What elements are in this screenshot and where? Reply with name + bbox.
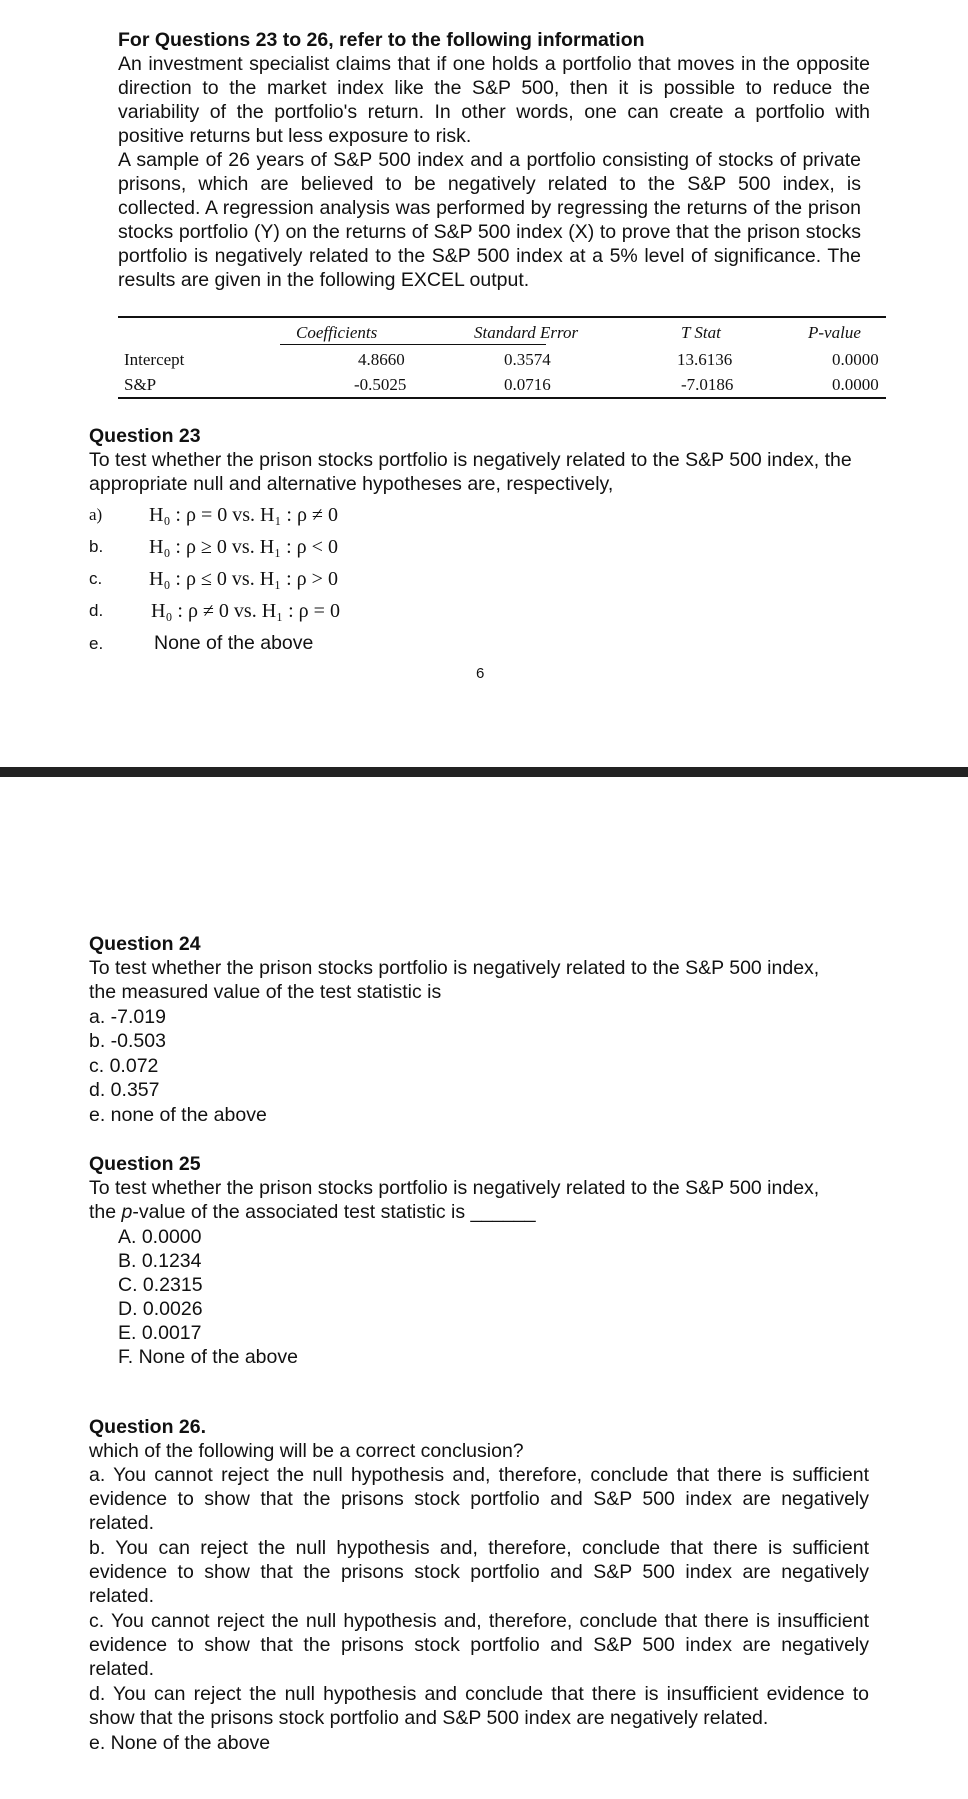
q23-title: Question 23 [89, 425, 201, 447]
table-cell: 13.6136 [677, 350, 733, 369]
q23-option-letter: c. [89, 569, 103, 588]
q25-prompt-line-1: To test whether the prison stocks portfolio is negatively related to the S&P 500 index, [89, 1177, 820, 1199]
q24-option-e[interactable]: e. none of the above [89, 1104, 267, 1126]
table-cell: 0.0000 [832, 350, 879, 369]
q25-option-e[interactable]: E. 0.0017 [118, 1322, 202, 1344]
q25-option-c[interactable]: C. 0.2315 [118, 1274, 203, 1296]
q25-option-d[interactable]: D. 0.0026 [118, 1298, 203, 1320]
table-header-t-stat: T Stat [681, 323, 721, 342]
page-break-divider [0, 767, 968, 777]
q23-option-letter: d. [89, 601, 104, 620]
q25-prompt-italic: p [121, 1201, 133, 1223]
q24-option-c[interactable]: c. 0.072 [89, 1055, 159, 1077]
table-header-standard-error: Standard Error [474, 323, 579, 342]
table-cell: 0.3574 [504, 350, 551, 369]
q25-title: Question 25 [89, 1153, 201, 1175]
q24-prompt-line-1: To test whether the prison stocks portfolio is negatively related to the S&P 500 index, [89, 957, 820, 979]
q24-title: Question 24 [89, 933, 201, 955]
intro-heading: For Questions 23 to 26, refer to the following information [118, 29, 645, 51]
q25-option-a[interactable]: A. 0.0000 [118, 1226, 202, 1248]
q23-option-b[interactable]: H₀ : ρ ≥ 0 vs. H₁ : ρ < 0 [149, 536, 338, 558]
q25-prompt-post: -value of the associated test statistic is ______ [132, 1201, 536, 1223]
intro-paragraph-1: An investment specialist claims that if one holds a portfolio that moves in the opposite direction to the market index like the S&P 500, then it is possible to reduce the variability of the portfolio's return. In other words, one can create a portfolio with positive returns but less exposure to risk. [118, 53, 870, 147]
q25-prompt-pre: the [89, 1201, 122, 1223]
q24-option-d[interactable]: d. 0.357 [89, 1079, 160, 1101]
table-row-label: S&P [124, 375, 157, 394]
table-cell: -0.5025 [354, 375, 407, 394]
q26-option-e[interactable]: e. None of the above [89, 1732, 271, 1754]
q23-option-c[interactable]: H₀ : ρ ≤ 0 vs. H₁ : ρ > 0 [149, 568, 338, 590]
table-cell: -7.0186 [681, 375, 734, 394]
q23-option-letter: a) [89, 505, 103, 524]
q26-option-d[interactable]: d. You can reject the null hypothesis and conclude that there is insufficient evidence to show that the prisons stock portfolio and S&P 500 index are negatively related. [89, 1683, 869, 1729]
q23-prompt: To test whether the prison stocks portfolio is negatively related to the S&P 500 index, the appropriate null and alternative hypotheses are, respectively, [89, 449, 852, 495]
q25-option-b[interactable]: B. 0.1234 [118, 1250, 202, 1272]
q23-option-d[interactable]: H₀ : ρ ≠ 0 vs. H₁ : ρ = 0 [151, 600, 340, 622]
page-number: 6 [476, 665, 485, 682]
q23-option-letter: e. [89, 634, 104, 653]
table-header-p-value: P-value [808, 323, 861, 342]
q26-prompt: which of the following will be a correct conclusion? [89, 1440, 524, 1462]
table-cell: 0.0716 [504, 375, 551, 394]
regression-output-table [118, 316, 886, 400]
intro-paragraph-2: A sample of 26 years of S&P 500 index and a portfolio consisting of stocks of private prisons, which are believed to be negatively related to the S&P 500 index, is collected. A regression analysis was performed by regressing the returns of the prison stocks portfolio (Y) on the returns of S&P 500 index (X) to prove that the prison stocks portfolio is negatively related to the S&P 500 index at a 5% level of significance. The results are given in the following EXCEL output. [118, 149, 861, 291]
q25-prompt-line-2 [89, 1200, 536, 1224]
table-header-coefficients: Coefficients [296, 323, 378, 342]
q23-option-e[interactable]: None of the above [154, 632, 314, 654]
table-cell: 4.8660 [358, 350, 405, 369]
q24-option-b[interactable]: b. -0.503 [89, 1030, 166, 1052]
table-cell: 0.0000 [832, 375, 879, 394]
q23-option-letter: b. [89, 537, 104, 556]
q26-option-b[interactable]: b. You can reject the null hypothesis and, therefore, conclude that there is sufficient evidence to show that the prisons stock portfolio and S&P 500 index are negatively related. [89, 1537, 869, 1607]
q26-option-a[interactable]: a. You cannot reject the null hypothesis and, therefore, conclude that there is sufficient evidence to show that the prisons stock portfolio and S&P 500 index are negatively related. [89, 1464, 869, 1534]
q24-option-a[interactable]: a. -7.019 [89, 1006, 166, 1028]
q26-title: Question 26. [89, 1416, 207, 1438]
table-row-label: Intercept [124, 350, 185, 369]
q25-option-f[interactable]: F. None of the above [118, 1346, 298, 1368]
q26-option-c[interactable]: c. You cannot reject the null hypothesis and, therefore, conclude that there is insufficient evidence to show that the prisons stock portfolio and S&P 500 index are negatively related. [89, 1610, 869, 1680]
q23-option-a[interactable]: H₀ : ρ = 0 vs. H₁ : ρ ≠ 0 [149, 504, 338, 526]
q24-prompt-line-2: the measured value of the test statistic is [89, 981, 442, 1003]
